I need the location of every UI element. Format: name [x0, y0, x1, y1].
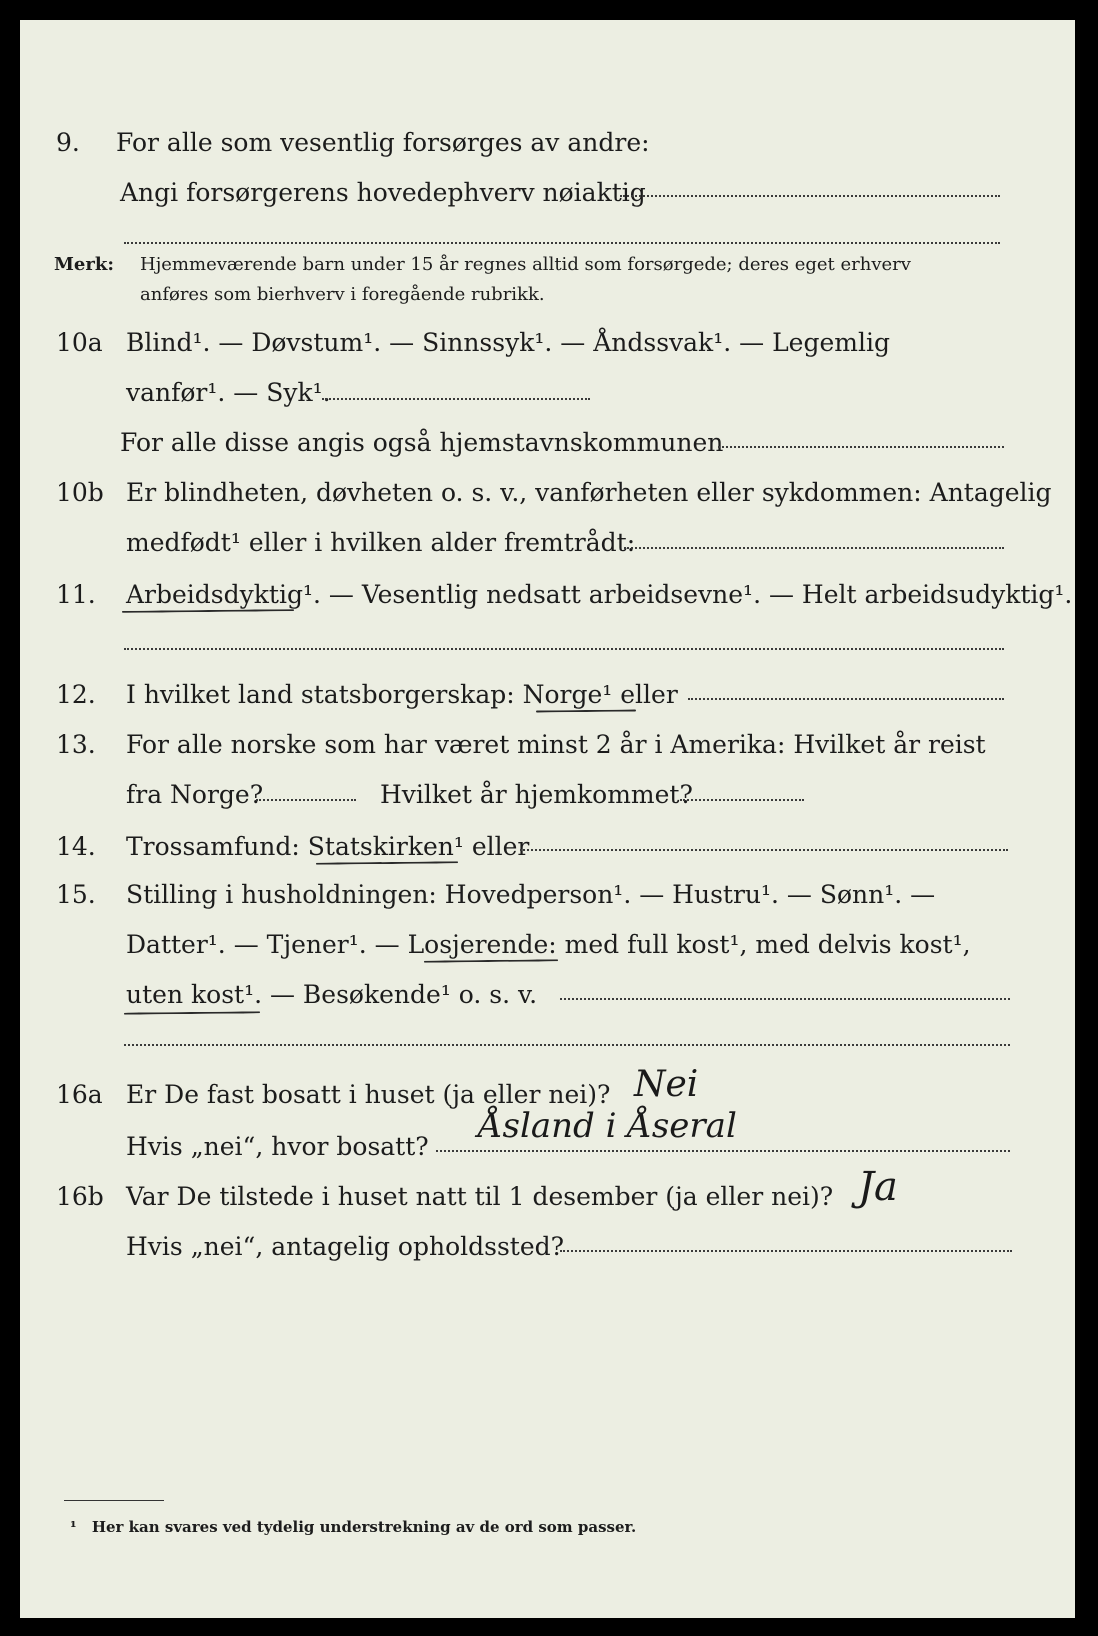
- merk-line-1: Hjemmeværende barn under 15 år regnes alltid som forsørgede; deres eget erhverv: [140, 254, 911, 275]
- footnote-rule: [64, 1500, 164, 1501]
- q10b-row-2: [20, 520, 1075, 564]
- q9-answer-line-2[interactable]: [124, 242, 1000, 244]
- q16b-text: Var De tilstede i huset natt til 1 desember (ja eller nei)?: [126, 1182, 834, 1211]
- q9-number: 9.: [56, 128, 80, 157]
- q16a-text-2: Hvis „nei“, hvor bosatt?: [126, 1132, 429, 1161]
- census-form-page: [20, 20, 1075, 1618]
- q9-row-2: [20, 170, 1075, 214]
- q10a-text: Blind¹. — Døvstum¹. — Sinnssyk¹. — Åndssvak¹. — Legemlig: [126, 328, 890, 357]
- q16a-number: 16a: [56, 1080, 103, 1109]
- q14-row: [20, 824, 1075, 868]
- q16b-text-2: Hvis „nei“, antagelig opholdssted?: [126, 1232, 565, 1261]
- q16a-text: Er De fast bosatt i huset (ja eller nei)?: [126, 1080, 611, 1109]
- q13-year-returned-line[interactable]: [680, 799, 804, 801]
- q10a-text-2: vanfør¹. — Syk¹.: [126, 378, 331, 407]
- q15-answer-line[interactable]: [560, 998, 1010, 1000]
- q14-number: 14.: [56, 832, 96, 861]
- q10b-text-2: medfødt¹ eller i hvilken alder fremtrådt:: [126, 528, 636, 557]
- q16b-row: [20, 1174, 1075, 1218]
- q16b-handwritten-answer: Ja: [858, 1164, 898, 1210]
- q13-text: For alle norske som har været minst 2 år i Amerika: Hvilket år reist: [126, 730, 986, 759]
- q9-text-2: Angi forsørgerens hovedерhverv nøiaktig: [120, 178, 646, 207]
- q13-row: [20, 722, 1075, 766]
- q14-answer-line[interactable]: [520, 849, 1008, 851]
- q13-row-2: [20, 772, 1075, 816]
- q15-text: Stilling i husholdningen: Hovedperson¹. — Hustru¹. — Sønn¹. —: [126, 880, 936, 909]
- q16b-place-line[interactable]: [560, 1250, 1012, 1252]
- q16a-residence-line[interactable]: [436, 1150, 1010, 1152]
- q16a-handwritten-answer: Nei: [634, 1064, 699, 1105]
- q12-answer-line[interactable]: [688, 698, 1004, 700]
- q12-text: I hvilket land statsborgerskap: Norge¹ eller: [126, 680, 678, 709]
- q10b-number: 10b: [56, 478, 104, 507]
- q10b-text: Er blindheten, døvheten o. s. v., vanførheten eller sykdommen: Antagelig: [126, 478, 1052, 507]
- q10b-row: [20, 470, 1075, 514]
- q13-year-left-line[interactable]: [256, 799, 356, 801]
- merk-label: Merk:: [54, 254, 114, 275]
- q10a-number: 10a: [56, 328, 103, 357]
- q16b-row-2: [20, 1224, 1075, 1268]
- q15-number: 15.: [56, 880, 96, 909]
- q11-number: 11.: [56, 580, 96, 609]
- q16a-handwritten-residence: Åsland i Åseral: [478, 1106, 737, 1146]
- q9-text: For alle som vesentlig forsørges av andre:: [116, 128, 650, 157]
- q15-text-3: uten kost¹. — Besøkende¹ o. s. v.: [126, 980, 538, 1009]
- q11-answer-line[interactable]: [124, 648, 1004, 650]
- footnote: [70, 1518, 636, 1536]
- q13-number: 13.: [56, 730, 96, 759]
- q10b-answer-line[interactable]: [624, 547, 1004, 549]
- q14-text: Trossamfund: Statskirken¹ eller: [126, 832, 530, 861]
- q15-text-2: Datter¹. — Tjener¹. — Losjerende: med full kost¹, med delvis kost¹,: [126, 930, 971, 959]
- q10a-text-3: For alle disse angis også hjemstavnskommunen: [120, 428, 724, 457]
- q12-number: 12.: [56, 680, 96, 709]
- q10a-home-line[interactable]: [718, 446, 1004, 448]
- q9-answer-line[interactable]: [620, 195, 1000, 197]
- q9-row: [20, 120, 1075, 164]
- merk-line-2: anføres som bierhverv i foregående rubrikk.: [140, 284, 545, 305]
- merk-note: [54, 250, 911, 310]
- q10a-row-2: [20, 370, 1075, 414]
- q11-text: Arbeidsdyktig¹. — Vesentlig nedsatt arbeidsevne¹. — Helt arbeidsudyktig¹.: [126, 580, 1073, 609]
- q15-row-3: [20, 972, 1075, 1016]
- footnote-text: Her kan svares ved tydelig understrekning av de ord som passer.: [91, 1518, 637, 1536]
- footnote-mark: ¹: [70, 1518, 77, 1536]
- q10a-row-3: [20, 420, 1075, 464]
- q13-text-2b: Hvilket år hjemkommet?: [380, 780, 693, 809]
- q13-text-2a: fra Norge?: [126, 780, 264, 809]
- q15-answer-line-2[interactable]: [124, 1044, 1010, 1046]
- q12-row: [20, 672, 1075, 716]
- q10a-row: [20, 320, 1075, 364]
- q10a-answer-line[interactable]: [322, 398, 590, 400]
- q15-row: [20, 872, 1075, 916]
- q16b-number: 16b: [56, 1182, 104, 1211]
